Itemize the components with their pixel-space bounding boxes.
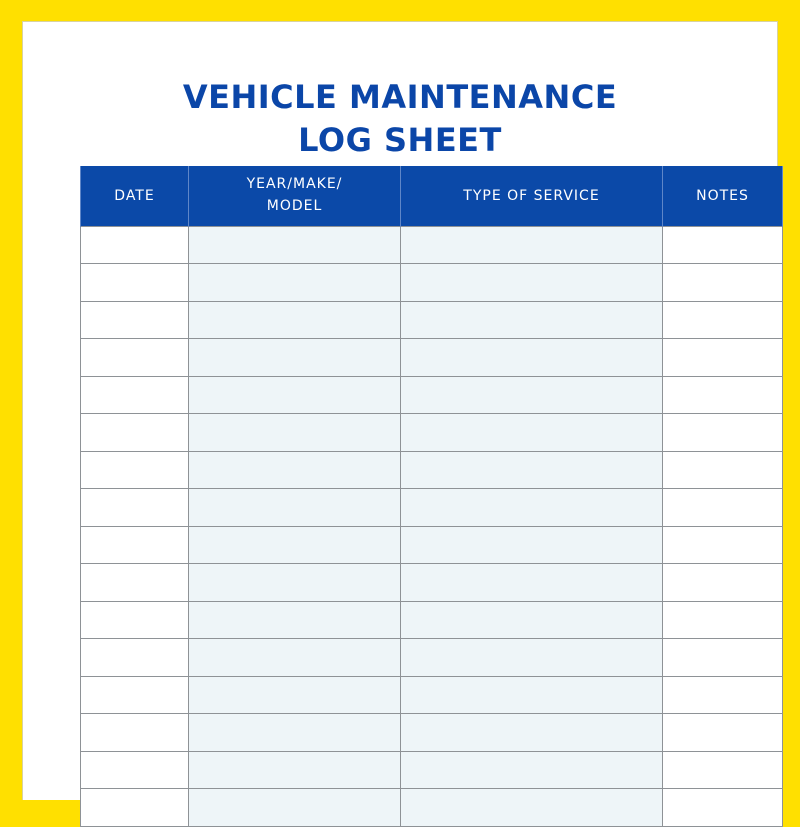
table-row bbox=[81, 714, 783, 752]
date-cell[interactable] bbox=[81, 226, 189, 264]
table-row bbox=[81, 601, 783, 639]
maintenance-log-table bbox=[80, 166, 783, 827]
date-cell[interactable] bbox=[81, 376, 189, 414]
type-of-service-cell[interactable] bbox=[401, 564, 663, 602]
year-make-model-cell[interactable] bbox=[189, 226, 401, 264]
year-make-model-cell[interactable] bbox=[189, 414, 401, 452]
type-of-service-cell[interactable] bbox=[401, 601, 663, 639]
notes-cell[interactable] bbox=[663, 789, 783, 827]
column-header-date bbox=[81, 166, 189, 226]
table-row bbox=[81, 751, 783, 789]
date-cell[interactable] bbox=[81, 676, 189, 714]
type-of-service-cell[interactable] bbox=[401, 751, 663, 789]
date-cell[interactable] bbox=[81, 751, 189, 789]
year-make-model-cell[interactable] bbox=[189, 451, 401, 489]
log-table-body bbox=[81, 226, 783, 826]
date-cell[interactable] bbox=[81, 451, 189, 489]
table-row bbox=[81, 339, 783, 377]
year-make-model-cell[interactable] bbox=[189, 301, 401, 339]
notes-cell[interactable] bbox=[663, 339, 783, 377]
type-of-service-cell[interactable] bbox=[401, 414, 663, 452]
year-make-model-cell[interactable] bbox=[189, 676, 401, 714]
type-of-service-cell[interactable] bbox=[401, 714, 663, 752]
type-of-service-cell[interactable] bbox=[401, 639, 663, 677]
table-row bbox=[81, 301, 783, 339]
year-make-model-cell[interactable] bbox=[189, 751, 401, 789]
type-of-service-cell[interactable] bbox=[401, 489, 663, 527]
date-cell[interactable] bbox=[81, 639, 189, 677]
notes-cell[interactable] bbox=[663, 264, 783, 302]
notes-cell[interactable] bbox=[663, 414, 783, 452]
table-row bbox=[81, 489, 783, 527]
date-cell[interactable] bbox=[81, 339, 189, 377]
table-row bbox=[81, 676, 783, 714]
notes-cell[interactable] bbox=[663, 639, 783, 677]
year-make-model-cell[interactable] bbox=[189, 564, 401, 602]
type-of-service-cell[interactable] bbox=[401, 264, 663, 302]
table-row bbox=[81, 564, 783, 602]
notes-cell[interactable] bbox=[663, 526, 783, 564]
year-make-model-cell[interactable] bbox=[189, 639, 401, 677]
column-header-year-make-model bbox=[189, 166, 401, 226]
column-header-year-make-model-line-2: MODEL bbox=[266, 198, 323, 214]
column-header-notes bbox=[663, 166, 783, 226]
notes-cell[interactable] bbox=[663, 376, 783, 414]
page-title bbox=[0, 76, 800, 162]
year-make-model-cell[interactable] bbox=[189, 714, 401, 752]
notes-cell[interactable] bbox=[663, 451, 783, 489]
table-row bbox=[81, 639, 783, 677]
date-cell[interactable] bbox=[81, 789, 189, 827]
column-header-type-of-service bbox=[401, 166, 663, 226]
notes-cell[interactable] bbox=[663, 714, 783, 752]
year-make-model-cell[interactable] bbox=[189, 526, 401, 564]
table-row bbox=[81, 451, 783, 489]
table-row bbox=[81, 526, 783, 564]
year-make-model-cell[interactable] bbox=[189, 339, 401, 377]
date-cell[interactable] bbox=[81, 601, 189, 639]
type-of-service-cell[interactable] bbox=[401, 226, 663, 264]
column-header-type-of-service-label: TYPE OF SERVICE bbox=[463, 187, 600, 204]
table-row bbox=[81, 264, 783, 302]
date-cell[interactable] bbox=[81, 564, 189, 602]
column-header-notes-label: NOTES bbox=[696, 187, 749, 204]
type-of-service-cell[interactable] bbox=[401, 339, 663, 377]
notes-cell[interactable] bbox=[663, 489, 783, 527]
table-row bbox=[81, 376, 783, 414]
table-row bbox=[81, 226, 783, 264]
title-line-2: LOG SHEET bbox=[298, 121, 502, 159]
notes-cell[interactable] bbox=[663, 751, 783, 789]
column-header-year-make-model-line-1: YEAR/MAKE/ bbox=[246, 176, 343, 192]
title-line-1: VEHICLE MAINTENANCE bbox=[182, 78, 618, 116]
type-of-service-cell[interactable] bbox=[401, 451, 663, 489]
type-of-service-cell[interactable] bbox=[401, 676, 663, 714]
notes-cell[interactable] bbox=[663, 676, 783, 714]
notes-cell[interactable] bbox=[663, 601, 783, 639]
header-row bbox=[81, 166, 783, 226]
notes-cell[interactable] bbox=[663, 226, 783, 264]
year-make-model-cell[interactable] bbox=[189, 601, 401, 639]
year-make-model-cell[interactable] bbox=[189, 789, 401, 827]
type-of-service-cell[interactable] bbox=[401, 301, 663, 339]
date-cell[interactable] bbox=[81, 264, 189, 302]
type-of-service-cell[interactable] bbox=[401, 376, 663, 414]
year-make-model-cell[interactable] bbox=[189, 489, 401, 527]
column-header-date-label: DATE bbox=[114, 187, 155, 204]
date-cell[interactable] bbox=[81, 526, 189, 564]
date-cell[interactable] bbox=[81, 414, 189, 452]
date-cell[interactable] bbox=[81, 489, 189, 527]
notes-cell[interactable] bbox=[663, 564, 783, 602]
table-row bbox=[81, 789, 783, 827]
type-of-service-cell[interactable] bbox=[401, 526, 663, 564]
table-row bbox=[81, 414, 783, 452]
type-of-service-cell[interactable] bbox=[401, 789, 663, 827]
date-cell[interactable] bbox=[81, 714, 189, 752]
date-cell[interactable] bbox=[81, 301, 189, 339]
notes-cell[interactable] bbox=[663, 301, 783, 339]
year-make-model-cell[interactable] bbox=[189, 376, 401, 414]
year-make-model-cell[interactable] bbox=[189, 264, 401, 302]
